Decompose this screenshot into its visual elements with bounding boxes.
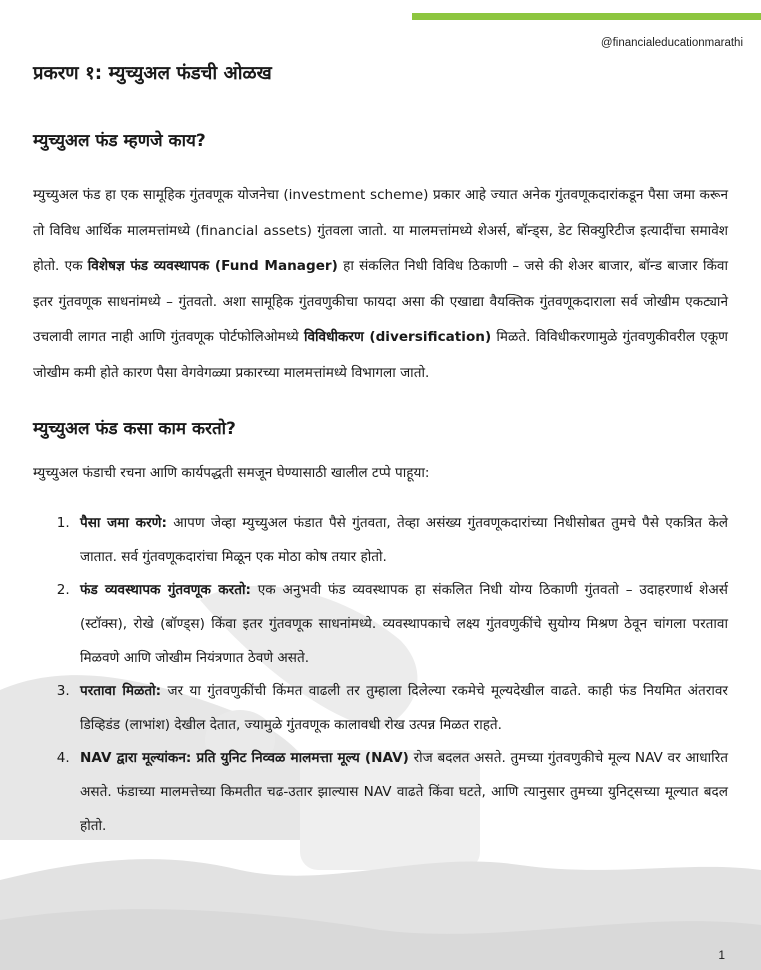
accent-bar: [412, 13, 761, 20]
section-paragraph-what-is: [33, 178, 728, 391]
chapter-title: प्रकरण १: म्युच्युअल फंडची ओळख: [33, 63, 272, 84]
section-heading-what-is: म्युच्युअल फंड म्हणजे काय?: [33, 131, 206, 151]
step-text: जर या गुंतवणुकींची किंमत वाढली तर तुम्हाला दिलेल्या रकमेचे मूल्यदेखील वाढते. काही फंड नियमित अंतरावर डिव्हिडंड (लाभांश) देखील देतात, ज्यामुळे गुंतवणूक कालावधी रोख उत्पन्न मिळत राहते.: [80, 683, 728, 733]
step-title: पैसा जमा करणे:: [80, 515, 167, 531]
step-text: आपण जेव्हा म्युच्युअल फंडात पैसे गुंतवता, तेव्हा असंख्य गुंतवणूकदारांच्या निधीसोबत तुमचे पैसे एकत्रित केले जातात. सर्व गुंतवणूकदारांचा मिळून एक मोठा कोष तयार होतो.: [80, 515, 728, 565]
paragraph-text: म्युच्युअल फंड हा एक सामूहिक गुंतवणूक योजनेचा (investment scheme) प्रकार आहे ज्यात अनेक गुंतवणूकदारांकडून पैसा जमा करून तो विविध आर्थिक मालमत्तांमध्ये (financial assets) गुंतवला जातो. या मालमत्तांमध्ये शेअर्स, बॉन्ड्स, डेट सिक्युरिटीज इत्यादींचा समावेश होतो. एक: [33, 187, 728, 274]
steps-list: [33, 506, 728, 843]
step-title: परतावा मिळतो:: [80, 683, 162, 699]
paragraph-text: मिळते. विविधीकरणामुळे गुंतवणुकीवरील एकूण जोखीम कमी होते कारण पैसा वेगवेगळ्या प्रकारच्या मालमत्तांमध्ये विभागला जातो.: [33, 329, 729, 381]
step-title: NAV द्वारा मूल्यांकन: प्रति युनिट निव्वळ मालमत्ता मूल्य (NAV): [80, 750, 409, 766]
page-number: 1: [718, 948, 725, 962]
step-text: एक अनुभवी फंड व्यवस्थापक हा संकलित निधी योग्य ठिकाणी गुंतवतो – उदाहरणार्थ शेअर्स (स्टॉक्स), रोखे (बॉण्ड्स) किंवा इतर गुंतवणूक साधनांमध्ये. व्यवस्थापकाचे लक्ष्य गुंतवणुकींचे सुयोग्य मिश्रण ठेवून चांगला परतावा मिळवणे आणि जोखीम नियंत्रणात ठेवणे असते.: [80, 582, 728, 666]
section-heading-how-it-works: म्युच्युअल फंड कसा काम करतो?: [33, 419, 236, 439]
list-item: [74, 506, 728, 574]
list-item: [74, 573, 728, 675]
step-text: रोज बदलत असते. तुमच्या गुंतवणुकीचे मूल्य NAV वर आधारित असते. फंडाच्या मालमत्तेच्या किमतीत चढ-उतार झाल्यास NAV वाढते किंवा घटते, आणि त्यानुसार तुमच्या युनिट्सच्या मूल्यात बदल होतो.: [80, 750, 728, 834]
page-content: [33, 58, 728, 842]
list-item: [74, 741, 728, 843]
bold-term-diversification: विविधीकरण (diversification): [303, 329, 492, 345]
step-title: फंड व्यवस्थापक गुंतवणूक करतो:: [80, 582, 251, 598]
list-item: [74, 674, 728, 742]
bold-term-fund-manager: विशेषज्ञ फंड व्यवस्थापक (Fund Manager): [87, 258, 338, 274]
social-handle: @financialeducationmarathi: [600, 37, 743, 49]
section-intro: म्युच्युअल फंडाची रचना आणि कार्यपद्धती समजून घेण्यासाठी खालील टप्पे पाहूया:: [33, 465, 430, 481]
paragraph-text: हा संकलित निधी विविध ठिकाणी – जसे की शेअर बाजार, बॉन्ड बाजार किंवा इतर गुंतवणूक साधनांमध्ये – गुंतवतो. अशा सामूहिक गुंतवणुकीचा फायदा असा की एखाद्या वैयक्तिक गुंतवणूकदाराला सर्व जोखीम एकट्याने उचलावी लागत नाही आणि गुंतवणूक पोर्टफोलिओमध्ये: [33, 258, 728, 345]
